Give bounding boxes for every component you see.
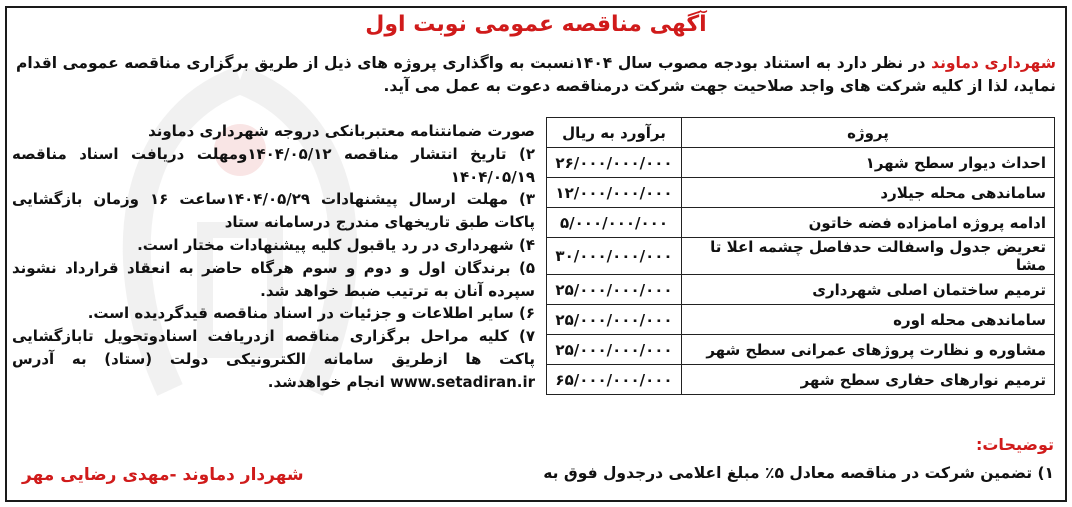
table-row	[547, 208, 1055, 238]
project-amount: ۲۵/۰۰۰/۰۰۰/۰۰۰	[547, 305, 682, 335]
table-row	[547, 275, 1055, 305]
project-amount: ۶۵/۰۰۰/۰۰۰/۰۰۰	[547, 365, 682, 395]
organization-name: شهرداری دماوند	[931, 54, 1056, 72]
note-item-1: ۱) تضمین شرکت در مناقصه معادل ۵٪ مبلغ اعلامی درجدول فوق به	[543, 464, 1054, 482]
notice-title: آگهی مناقصه عمومی نوبت اول	[365, 12, 707, 37]
projects-table	[546, 117, 1055, 395]
note-item-3: ۳) مهلت ارسال پیشنهادات ۱۴۰۴/۰۵/۲۹ساعت ۱۶ وزمان بازگشایی پاکات طبق تاریخهای مندرج درسامانه ستاد	[12, 190, 536, 232]
note-item-2: ۲) تاریخ انتشار مناقصه ۱۴۰۴/۰۵/۱۲ومهلت دریافت اسناد مناقصه ۱۴۰۴/۰۵/۱۹	[12, 144, 535, 186]
intro-paragraph	[16, 52, 1056, 98]
project-name: ساماندهی محله اوره	[682, 305, 1055, 335]
project-name: مشاوره و نظارت پروژهای عمرانی سطح شهر	[682, 335, 1055, 365]
note-item-1-continued: صورت ضمانتنامه معتبربانکی دروجه شهرداری دماوند	[148, 122, 535, 140]
project-amount: ۲۵/۰۰۰/۰۰۰/۰۰۰	[547, 335, 682, 365]
project-amount: ۳۰/۰۰۰/۰۰۰/۰۰۰	[547, 238, 682, 275]
note-item-6: ۶) سایر اطلاعات و جزئیات در اسناد مناقصه قیدگردیده است.	[87, 304, 535, 323]
header-amount: برآورد به ریال	[547, 118, 682, 148]
project-amount: ۱۲/۰۰۰/۰۰۰/۰۰۰	[547, 178, 682, 208]
table-row	[547, 238, 1055, 275]
mayor-signature: شهردار دماوند -مهدی رضایی مهر	[22, 465, 304, 485]
project-name: ترمیم ساختمان اصلی شهرداری	[682, 275, 1055, 305]
note-item-4: ۴) شهرداری در رد یاقبول کلیه پیشنهادات مختار است.	[137, 235, 535, 254]
project-name: ساماندهی محله جیلارد	[682, 178, 1055, 208]
project-name: تعریض جدول واسفالت حدفاصل چشمه اعلا تا مشا	[682, 238, 1055, 275]
project-name: ترمیم نوارهای حفاری سطح شهر	[682, 365, 1055, 395]
table-header-row	[547, 118, 1055, 148]
intro-text: در نظر دارد به استناد بودجه مصوب سال ۱۴۰۴نسبت به واگذاری پروژه های ذیل از طریق برگزاری مناقصه عمومی اقدام نماید، لذا از کلیه شرکت های واجد صلاحیت جهت شرکت درمناقصه دعوت به عمل می آید.	[16, 54, 1056, 95]
header-project: پروژه	[682, 118, 1055, 148]
table-row	[547, 148, 1055, 178]
project-amount: ۲۵/۰۰۰/۰۰۰/۰۰۰	[547, 275, 682, 305]
note-item-7: ۷) کلیه مراحل برگزاری مناقصه ازدریافت اسنادوتحویل تابازگشایی پاکت ها ازطریق سامانه الکترونیکی دولت (ستاد) به آدرس www.setadiran.ir انجام خواهدشد.	[12, 327, 535, 391]
table-row	[547, 178, 1055, 208]
table-row	[547, 365, 1055, 395]
conditions-list	[12, 120, 535, 394]
table-row	[547, 335, 1055, 365]
note-item-5: ۵) برندگان اول و دوم و سوم هرگاه حاضر به انعقاد قرارداد نشوند سپرده آنان به ترتیب ضبط خواهد شد.	[12, 258, 535, 300]
project-name: احداث دیوار سطح شهر۱	[682, 148, 1055, 178]
table-row	[547, 305, 1055, 335]
project-amount: ۲۶/۰۰۰/۰۰۰/۰۰۰	[547, 148, 682, 178]
project-amount: ۵/۰۰۰/۰۰۰/۰۰۰	[547, 208, 682, 238]
notes-heading: توضیحات:	[975, 435, 1054, 454]
project-name: ادامه پروژه امامزاده فضه خاتون	[682, 208, 1055, 238]
